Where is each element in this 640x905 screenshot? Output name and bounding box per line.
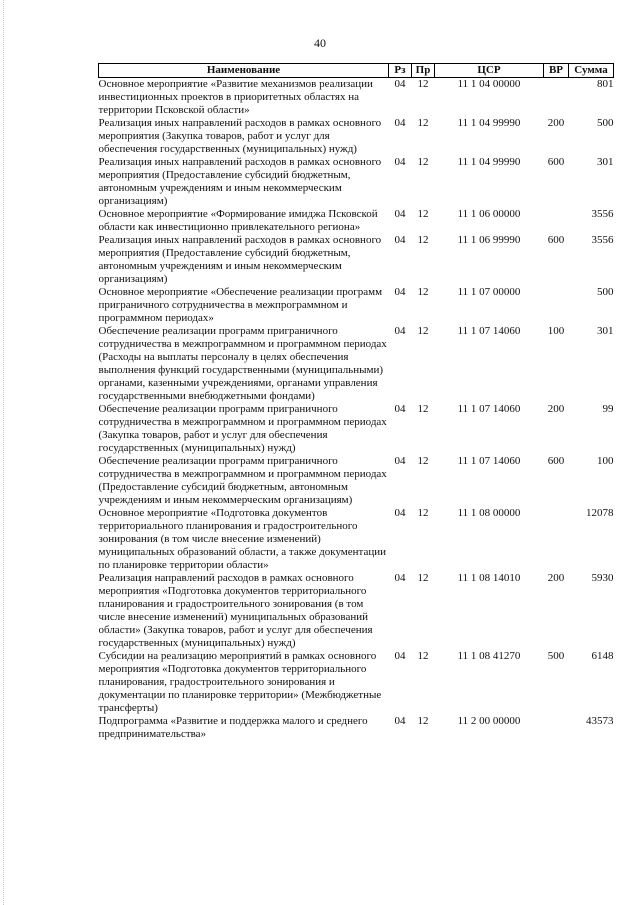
cell-csr: 11 1 08 00000 xyxy=(457,507,521,519)
cell-csr: 11 1 06 00000 xyxy=(457,208,521,220)
cell-pr: 12 xyxy=(417,286,429,298)
cell-vr: 200 xyxy=(547,403,565,415)
cell-rz: 04 xyxy=(394,507,406,519)
header-csr: ЦСР xyxy=(435,64,544,78)
cell-rz: 04 xyxy=(394,234,406,246)
cell-sum: 99 xyxy=(602,403,614,415)
table-header-row xyxy=(99,64,614,78)
cell-rz: 04 xyxy=(394,117,406,129)
cell-name: Реализация иных направлений расходов в рамках основного мероприятия (Предоставление субсидий бюджетным, автономным учреждениям и иным некоммерческим организациям) xyxy=(98,234,382,285)
cell-csr: 11 1 04 99990 xyxy=(457,156,521,168)
cell-pr: 12 xyxy=(417,715,429,727)
cell-sum: 500 xyxy=(597,286,614,298)
table-row xyxy=(99,325,614,403)
cell-vr xyxy=(544,78,569,118)
header-pr: Пр xyxy=(412,64,435,78)
cell-sum: 801 xyxy=(597,78,614,90)
cell-name: Субсидии на реализацию мероприятий в рамках основного мероприятия «Подготовка документов территориального планирования, градостроительного зонирования и документации по планировке территории» (Межбюджетные трансферты) xyxy=(98,650,382,714)
cell-vr: 500 xyxy=(547,650,565,662)
cell-sum: 500 xyxy=(597,117,614,129)
cell-rz: 04 xyxy=(394,286,406,298)
table-row xyxy=(99,117,614,156)
cell-csr: 11 1 08 41270 xyxy=(457,650,521,662)
cell-name: Обеспечение реализации программ приграничного сотрудничества в межпрограммном и программном периодах (Закупка товаров, работ и услуг для обеспечения государственных (муниципальных) нужд) xyxy=(98,403,387,454)
cell-csr: 11 2 00 00000 xyxy=(457,715,521,727)
cell-pr: 12 xyxy=(417,572,429,584)
cell-vr: 600 xyxy=(547,234,565,246)
cell-vr xyxy=(544,715,569,741)
header-vr: ВР xyxy=(544,64,569,78)
cell-csr: 11 1 07 00000 xyxy=(457,286,521,298)
cell-vr: 600 xyxy=(547,156,565,168)
cell-rz: 04 xyxy=(394,78,406,90)
cell-vr xyxy=(544,208,569,234)
cell-csr: 11 1 08 14010 xyxy=(457,572,521,584)
cell-name: Реализация иных направлений расходов в рамках основного мероприятия (Предоставление субсидий бюджетным, автономным учреждениям и иным некоммерческим организациям) xyxy=(98,156,382,207)
cell-csr: 11 1 06 99990 xyxy=(457,234,521,246)
cell-name: Основное мероприятие «Обеспечение реализации программ приграничного сотрудничества в межпрограммном и программном периодах» xyxy=(98,286,383,324)
table-row xyxy=(99,234,614,286)
cell-csr: 11 1 07 14060 xyxy=(457,325,521,337)
table-row xyxy=(99,455,614,507)
cell-pr: 12 xyxy=(417,507,429,519)
cell-rz: 04 xyxy=(394,156,406,168)
cell-pr: 12 xyxy=(417,325,429,337)
cell-csr: 11 1 07 14060 xyxy=(457,403,521,415)
budget-table xyxy=(98,63,614,741)
cell-csr: 11 1 04 00000 xyxy=(457,78,521,90)
cell-pr: 12 xyxy=(417,208,429,220)
cell-name: Реализация направлений расходов в рамках основного мероприятия «Подготовка документов территориального планирования и градостроительного зонирования (в том числе внесение изменений) муниципальных образований области» (Закупка товаров, работ и услуг для обеспечения государственных (муниципальных) нужд) xyxy=(98,572,373,649)
cell-vr xyxy=(544,507,569,572)
cell-sum: 3556 xyxy=(591,208,614,220)
table-row xyxy=(99,650,614,715)
cell-rz: 04 xyxy=(394,650,406,662)
table-row xyxy=(99,403,614,455)
cell-rz: 04 xyxy=(394,455,406,467)
table-row xyxy=(99,78,614,118)
cell-vr xyxy=(544,286,569,325)
cell-pr: 12 xyxy=(417,650,429,662)
page-number: 40 xyxy=(314,36,326,50)
cell-sum: 301 xyxy=(597,156,614,168)
cell-rz: 04 xyxy=(394,208,406,220)
cell-sum: 3556 xyxy=(591,234,614,246)
cell-sum: 100 xyxy=(597,455,614,467)
cell-pr: 12 xyxy=(417,455,429,467)
table-body xyxy=(99,78,614,742)
header-sum: Сумма xyxy=(569,64,614,78)
cell-pr: 12 xyxy=(417,156,429,168)
cell-name: Реализация иных направлений расходов в рамках основного мероприятия (Закупка товаров, работ и услуг для обеспечения государственных (муниципальных) нужд) xyxy=(98,117,382,155)
cell-name: Основное мероприятие «Формирование имиджа Псковской области как инвестиционно привлекательного региона» xyxy=(98,208,378,233)
cell-sum: 301 xyxy=(597,325,614,337)
cell-vr: 200 xyxy=(547,572,565,584)
table-row xyxy=(99,156,614,208)
cell-name: Основное мероприятие «Подготовка документов территориального планирования и градостроительного зонирования (в том числе внесение изменений) муниципальных образований области, а также документации по планировке территории области» xyxy=(98,507,387,571)
cell-rz: 04 xyxy=(394,715,406,727)
cell-pr: 12 xyxy=(417,403,429,415)
cell-sum: 5930 xyxy=(591,572,614,584)
cell-csr: 11 1 04 99990 xyxy=(457,117,521,129)
table-row xyxy=(99,286,614,325)
cell-vr: 100 xyxy=(547,325,565,337)
cell-name: Обеспечение реализации программ приграничного сотрудничества в межпрограммном и программном периодах (Расходы на выплаты персоналу в целях обеспечения выполнения функций государственными (муниципальными) органами, казенными учреждениями, органами управления государственными внебюджетными фондами) xyxy=(98,325,387,402)
cell-pr: 12 xyxy=(417,234,429,246)
cell-rz: 04 xyxy=(394,325,406,337)
cell-pr: 12 xyxy=(417,78,429,90)
page-edge-dotted-line xyxy=(3,0,5,905)
cell-name: Подпрограмма «Развитие и поддержка малого и среднего предпринимательства» xyxy=(98,715,368,740)
cell-csr: 11 1 07 14060 xyxy=(457,455,521,467)
header-rz: Рз xyxy=(389,64,412,78)
cell-vr: 200 xyxy=(547,117,565,129)
cell-pr: 12 xyxy=(417,117,429,129)
header-name: Наименование xyxy=(99,64,389,78)
table-row xyxy=(99,208,614,234)
table-row xyxy=(99,715,614,741)
cell-rz: 04 xyxy=(394,572,406,584)
cell-name: Основное мероприятие «Развитие механизмов реализации инвестиционных проектов в приоритетных областях на территории Псковской области» xyxy=(98,78,373,116)
cell-sum: 12078 xyxy=(586,507,614,519)
cell-sum: 6148 xyxy=(591,650,614,662)
table-row xyxy=(99,507,614,572)
cell-sum: 43573 xyxy=(586,715,614,727)
cell-rz: 04 xyxy=(394,403,406,415)
cell-name: Обеспечение реализации программ приграничного сотрудничества в межпрограммном и программном периодах (Предоставление субсидий бюджетным, автономным учреждениям и иным некоммерческим организациям) xyxy=(98,455,387,506)
cell-vr: 600 xyxy=(547,455,565,467)
table-row xyxy=(99,572,614,650)
